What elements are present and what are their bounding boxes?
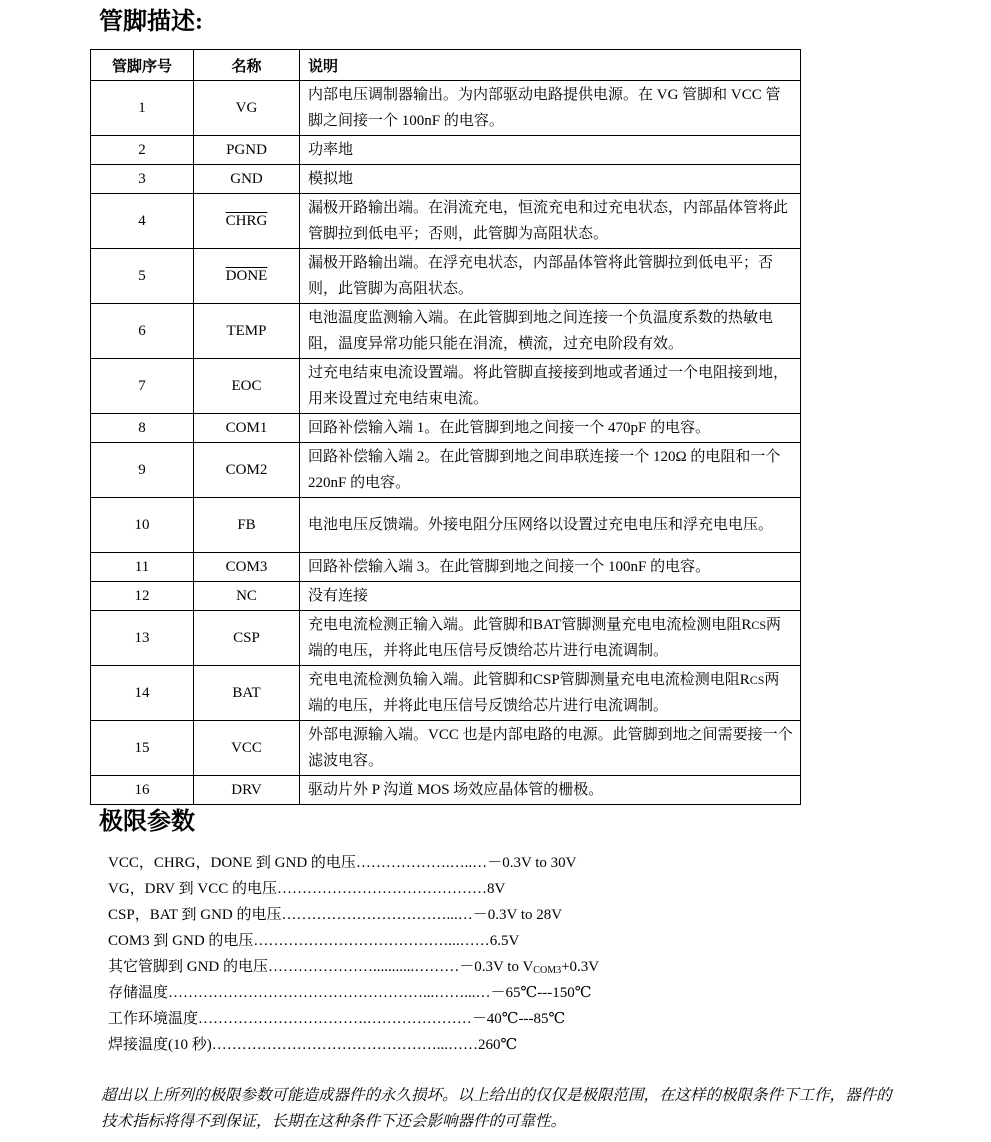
limit-label: 存储温度……………………………………………...……...…: [108, 985, 491, 1001]
limit-line: [108, 902, 599, 928]
pin-description: [300, 611, 801, 666]
table-row: [91, 414, 801, 443]
header-pin-number: 管脚序号: [91, 50, 194, 81]
pin-description: 内部电压调制器输出。为内部驱动电路提供电源。在 VG 管脚和 VCC 管脚之间接一个 100nF 的电容。: [300, 81, 801, 136]
limit-value-suffix: +0.3V: [561, 959, 600, 975]
pin-number: 11: [91, 553, 194, 582]
pin-name: [194, 249, 300, 304]
limit-label: VG，DRV 到 VCC 的电压……………………………………: [108, 881, 487, 897]
desc-part: 充电电流检测负输入端。此管脚和CSP管脚测量充电电流检测电阻R: [308, 672, 750, 688]
pin-description: 没有连接: [300, 582, 801, 611]
pin-name: COM1: [194, 414, 300, 443]
absolute-max-list: [108, 850, 599, 1058]
desc-subscript: CS: [751, 618, 767, 632]
table-row: [91, 165, 801, 194]
pin-name: NC: [194, 582, 300, 611]
desc-part: 充电电流检测正输入端。此管脚和BAT管脚测量充电电流检测电阻R: [308, 617, 752, 633]
pin-name: COM2: [194, 443, 300, 498]
limit-value: －40℃---85℃: [471, 1011, 566, 1027]
pin-description: 模拟地: [300, 165, 801, 194]
pin-name-overlined: DONE: [225, 267, 268, 284]
table-row: [91, 249, 801, 304]
limit-label: CSP，BAT 到 GND 的电压……………………………...…: [108, 907, 473, 923]
table-row: [91, 136, 801, 165]
limit-label: 焊接温度(10 秒)………………………………………...……: [108, 1037, 478, 1053]
limit-value: 8V: [486, 881, 506, 897]
pin-description: 外部电源输入端。VCC 也是内部电路的电源。此管脚到地之间需要接一个滤波电容。: [300, 721, 801, 776]
table-row: [91, 194, 801, 249]
pin-name: PGND: [194, 136, 300, 165]
limit-value: －0.3V to 28V: [472, 907, 563, 923]
limit-line: [108, 1006, 599, 1032]
table-row: [91, 582, 801, 611]
desc-subscript: CS: [749, 673, 765, 687]
pin-number: 14: [91, 666, 194, 721]
limit-value: －65℃---150℃: [490, 985, 592, 1001]
pin-description-title: 管脚描述:: [99, 9, 203, 35]
pin-number: 4: [91, 194, 194, 249]
pin-description: 回路补偿输入端 2。在此管脚到地之间串联连接一个 120Ω 的电阻和一个 220nF 的电容。: [300, 443, 801, 498]
pin-number: 1: [91, 81, 194, 136]
pin-number: 13: [91, 611, 194, 666]
limit-value: －0.3V to V: [459, 959, 534, 975]
table-row: [91, 611, 801, 666]
pin-name: VG: [194, 81, 300, 136]
pin-number: 7: [91, 359, 194, 414]
pin-number: 6: [91, 304, 194, 359]
pin-name: VCC: [194, 721, 300, 776]
pin-description: 电池电压反馈端。外接电阻分压网络以设置过充电电压和浮充电电压。: [300, 498, 801, 553]
table-row: [91, 359, 801, 414]
limit-line: [108, 1032, 599, 1058]
pin-name: TEMP: [194, 304, 300, 359]
pin-name-overlined: CHRG: [225, 212, 268, 229]
table-row: [91, 553, 801, 582]
pin-number: 3: [91, 165, 194, 194]
pin-name: BAT: [194, 666, 300, 721]
header-description: 说明: [300, 50, 801, 81]
limit-line: [108, 928, 599, 954]
limit-label: 工作环境温度…………………………….…………………: [108, 1011, 472, 1027]
table-row: [91, 81, 801, 136]
limit-line: [108, 876, 599, 902]
pin-name: [194, 194, 300, 249]
table-row: [91, 443, 801, 498]
header-name: 名称: [194, 50, 300, 81]
table-row: [91, 304, 801, 359]
pin-description: 漏极开路输出端。在涓流充电，恒流充电和过充电状态，内部晶体管将此管脚拉到低电平；否则，此管脚为高阻状态。: [300, 194, 801, 249]
pin-number: 8: [91, 414, 194, 443]
limit-line: [108, 850, 599, 876]
table-header-row: [91, 50, 801, 81]
pin-name: COM3: [194, 553, 300, 582]
pin-number: 12: [91, 582, 194, 611]
table-row: [91, 721, 801, 776]
limit-value: 260℃: [478, 1037, 518, 1053]
pin-number: 9: [91, 443, 194, 498]
table-row: [91, 498, 801, 553]
limit-value: －0.3V to 30V: [487, 855, 577, 871]
desc-part: 两端的电压，并将此电压信号反馈给芯片进行电流调制。: [308, 672, 780, 714]
limit-label: COM3 到 GND 的电压…………………………………...……: [108, 933, 490, 949]
limit-label: 其它管脚到 GND 的电压…………………...........………: [108, 959, 460, 975]
table-row: [91, 776, 801, 805]
pin-description: 漏极开路输出端。在浮充电状态，内部晶体管将此管脚拉到低电平；否则，此管脚为高阻状态。: [300, 249, 801, 304]
table-row: [91, 666, 801, 721]
pin-number: 5: [91, 249, 194, 304]
pin-description: 回路补偿输入端 3。在此管脚到地之间接一个 100nF 的电容。: [300, 553, 801, 582]
pin-description: [300, 666, 801, 721]
absolute-max-title: 极限参数: [99, 809, 195, 835]
pin-description: 功率地: [300, 136, 801, 165]
pin-number: 16: [91, 776, 194, 805]
limit-value-subscript: COM3: [533, 965, 562, 976]
pin-name: CSP: [194, 611, 300, 666]
limit-line: [108, 980, 599, 1006]
pin-number: 10: [91, 498, 194, 553]
limit-label: VCC，CHRG，DONE 到 GND 的电压……………….…..…: [108, 855, 488, 871]
pin-description: 电池温度监测输入端。在此管脚到地之间连接一个负温度系数的热敏电阻，温度异常功能只能在涓流，横流，过充电阶段有效。: [300, 304, 801, 359]
pin-description: 驱动片外 P 沟道 MOS 场效应晶体管的栅极。: [300, 776, 801, 805]
pin-description: 过充电结束电流设置端。将此管脚直接接到地或者通过一个电阻接到地，用来设置过充电结束电流。: [300, 359, 801, 414]
pin-name: EOC: [194, 359, 300, 414]
limit-line: [108, 954, 599, 980]
pin-table: [90, 49, 801, 805]
warning-note: 超出以上所列的极限参数可能造成器件的永久损坏。以上给出的仅仅是极限范围，在这样的极限条件下工作，器件的技术指标将得不到保证，长期在这种条件下还会影响器件的可靠性。: [101, 1087, 892, 1130]
pin-number: 2: [91, 136, 194, 165]
desc-part: 两端的电压，并将此电压信号反馈给芯片进行电流调制。: [308, 617, 782, 659]
pin-name: GND: [194, 165, 300, 194]
limit-value: 6.5V: [489, 933, 520, 949]
pin-description: 回路补偿输入端 1。在此管脚到地之间接一个 470pF 的电容。: [300, 414, 801, 443]
pin-name: FB: [194, 498, 300, 553]
pin-name: DRV: [194, 776, 300, 805]
pin-number: 15: [91, 721, 194, 776]
